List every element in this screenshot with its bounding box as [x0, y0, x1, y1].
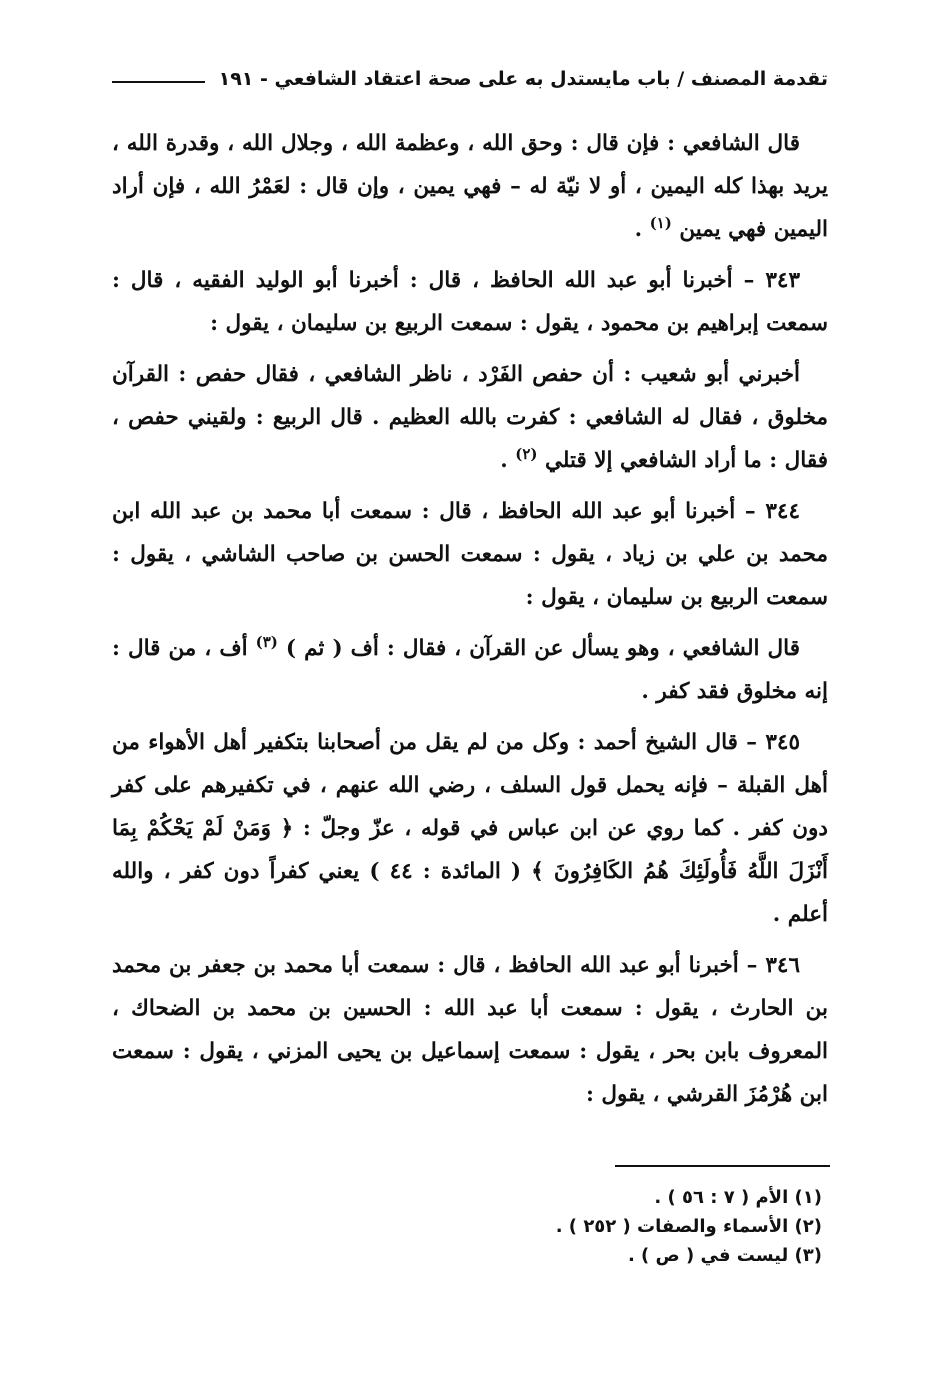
paragraph-346 [112, 944, 828, 1116]
footnote-1: (١) الأم ( ٧ : ٥٦ ) . [654, 1187, 822, 1208]
footnote-separator [615, 1165, 830, 1167]
page-number: ١٩١ [218, 68, 254, 90]
footnote-2: (٢) الأسماء والصفات ( ٢٥٢ ) . [555, 1216, 822, 1237]
paragraph-text-before: قال الشافعي ، وهو يسأل عن القرآن ، فقال : أف ( ثم ) [285, 636, 800, 661]
paragraph-344-narration [112, 627, 828, 713]
paragraph-343 [112, 259, 828, 345]
footnote-ref-3: (٣) [255, 632, 278, 651]
footnote-3: (٣) ليست في ( ص ) . [627, 1245, 822, 1266]
paragraph-text: قال الشافعي : فإن قال : وحق الله ، وعظمة الله ، وجلال الله ، وقدرة الله ، يريد بهذا كله اليمين ، أو لا نيّة له – فهي يمين ، وإن قال : لعَمْرُ الله ، فإن أراد اليمين فهي يمين [112, 131, 828, 242]
header-rule [112, 81, 205, 83]
paragraph-344 [112, 490, 828, 619]
paragraph-343-narration [112, 353, 828, 482]
paragraph-text-after: أف ، من قال : إنه مخلوق فقد كفر . [112, 636, 828, 704]
footnote-ref-1: (١) [649, 213, 672, 232]
running-head-title: تقدمة المصنف / باب مايستدل به على صحة اعتقاد الشافعي [274, 68, 828, 90]
paragraph-shafii-oath [112, 122, 828, 251]
paragraph-text: ٣٤٥ – قال الشيخ أحمد : وكل من لم يقل من أصحابنا بتكفير أهل الأهواء من أهل القبلة – فإنه يحمل قول السلف ، رضي الله عنهم ، في تكفيرهم على كفر دون كفر . كما روي عن ابن عباس في قوله ، عزّ وجلّ : ﴿ وَمَنْ لَمْ يَحْكُمْ بِمَا أَنْزَلَ اللَّهُ فَأُولَئِكَ هُمُ الكَافِرُونَ ﴾ ( المائدة : ٤٤ ) يعني كفراً دون كفر ، والله أعلم . [112, 730, 828, 927]
paragraph-tail: . [634, 217, 650, 242]
running-head-separator: - [253, 68, 275, 90]
paragraph-text: ٣٤٦ – أخبرنا أبو عبد الله الحافظ ، قال : سمعت أبا محمد بن جعفر بن محمد بن الحارث ، يقول : سمعت أبا عبد الله : الحسين بن محمد بن الضحاك ، المعروف بابن بحر ، يقول : سمعت إسماعيل بن يحيى المزني ، يقول : سمعت ابن هُرْمُزَ القرشي ، يقول : [112, 953, 828, 1107]
footnote-ref-2: (٢) [515, 444, 538, 463]
paragraph-text: ٣٤٣ – أخبرنا أبو عبد الله الحافظ ، قال : أخبرنا أبو الوليد الفقيه ، قال : سمعت إبراهيم بن محمود ، يقول : سمعت الربيع بن سليمان ، يقول : [112, 268, 828, 336]
page-body [112, 60, 828, 1116]
paragraph-text: أخبرني أبو شعيب : أن حفص الفَرْد ، ناظر الشافعي ، فقال حفص : القرآن مخلوق ، فقال له الشافعي : كفرت بالله العظيم . قال الربيع : ولقيني حفص ، فقال : ما أراد الشافعي إلا قتلي [112, 362, 828, 473]
running-head [112, 60, 828, 98]
paragraph-345 [112, 721, 828, 936]
paragraph-text: ٣٤٤ – أخبرنا أبو عبد الله الحافظ ، قال : سمعت أبا محمد بن عبد الله ابن محمد بن علي بن زياد ، يقول : سمعت الحسن بن صاحب الشاشي ، يقول : سمعت الربيع بن سليمان ، يقول : [112, 499, 828, 610]
paragraph-tail: . [500, 448, 516, 473]
footnotes [114, 1183, 830, 1270]
